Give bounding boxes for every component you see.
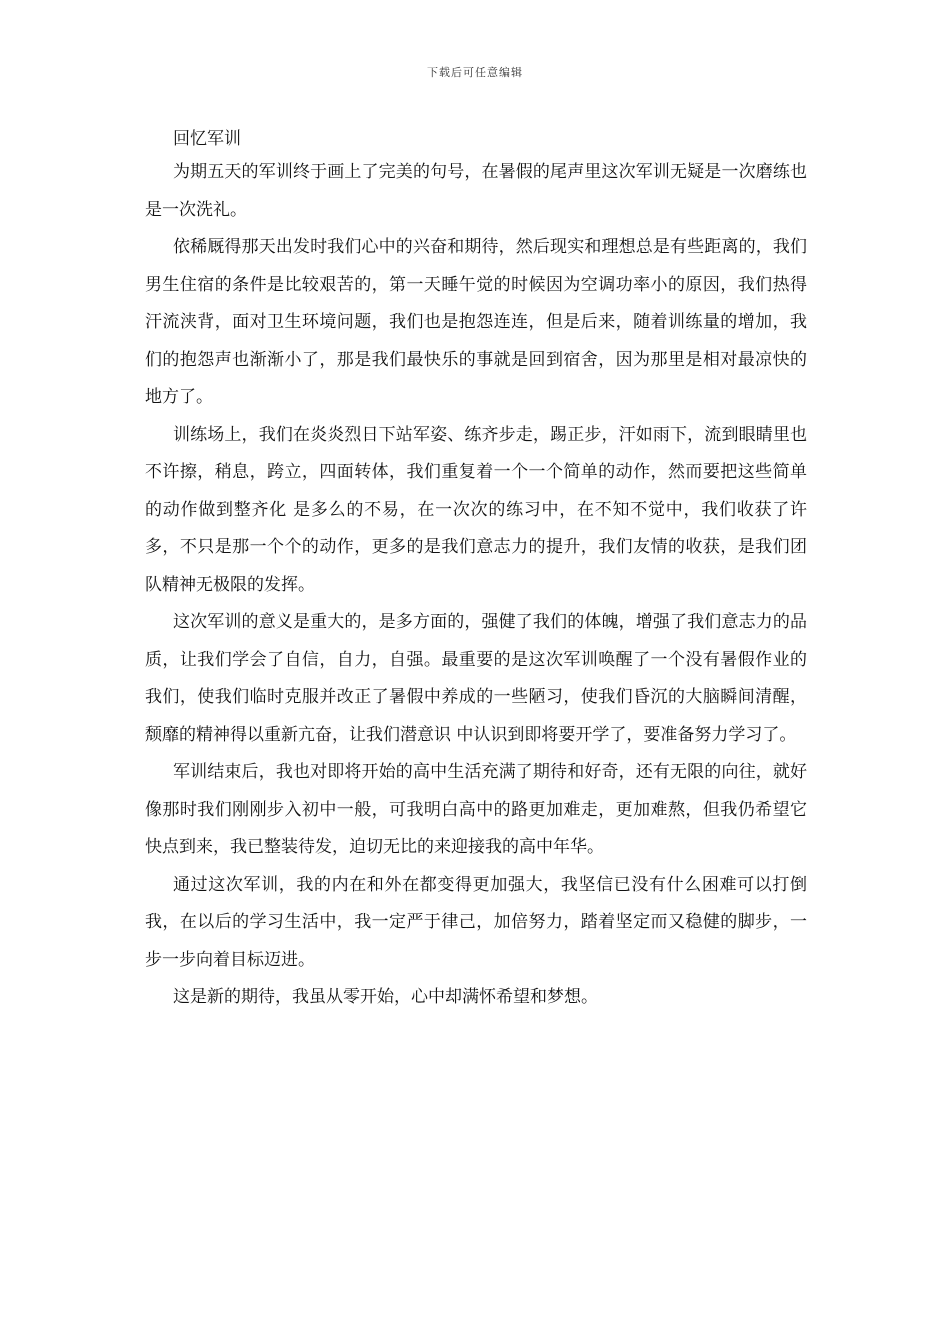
document-body xyxy=(145,124,807,1017)
document-title: 回忆军训 xyxy=(173,129,241,149)
paragraph-3: 训练场上，我们在炎炎烈日下站军姿、练齐步走，踢正步，汗如雨下，流到眼睛里也不许擦，稍息，跨立，四面转体，我们重复着一个一个简单的动作，然而要把这些简单的动作做到整齐化 是多么的不易，在一次次的练习中，在不知不觉中，我们收获了许多，不只是那一个个的动作，更多的是我们意志力的提升，我们友情的收获，是我们团队精神无极限的发挥。 xyxy=(145,424,807,595)
paragraph-2: 依稀厩得那天出发时我们心中的兴奋和期待，然后现实和理想总是有些距离的，我们男生住宿的条件是比较艰苦的，第一天睡午觉的时候因为空调功率小的原因，我们热得汗流浃背，面对卫生环境问题，我们也是抱怨连连，但是后来，随着训练量的增加，我们的抱怨声也渐渐小了，那是我们最快乐的事就是回到宿舍，因为那里是相对最凉快的地方了。 xyxy=(145,237,807,407)
paragraph-1: 为期五天的军训终于画上了完美的句号，在暑假的尾声里这次军训无疑是一次磨练也是一次洗礼。 xyxy=(145,162,807,220)
paragraph-5: 军训结束后，我也对即将开始的高中生活充满了期待和好奇，还有无限的向往，就好像那时我们刚刚步入初中一般，可我明白高中的路更加难走，更加难熬，但我仍希望它快点到来，我已整装待发，迫切无比的来迎接我的高中年华。 xyxy=(145,762,807,857)
paragraph-4: 这次军训的意义是重大的，是多方面的，强健了我们的体魄，增强了我们意志力的品质，让我们学会了自信，自力，自强。最重要的是这次军训唤醒了一个没有暑假作业的我们，使我们临时克服并改正了暑假中养成的一些陋习，使我们昏沉的大脑瞬间清醒，颓靡的精神得以重新亢奋，让我们潜意识 中认识到即将要开学了，要准备努力学习了。 xyxy=(145,612,807,745)
paragraph-7: 这是新的期待，我虽从零开始，心中却满怀希望和梦想。 xyxy=(173,987,598,1007)
paragraph-6: 通过这次军训，我的内在和外在都变得更加强大，我坚信已没有什么困难可以打倒我，在以后的学习生活中，我一定严于律己，加倍努力，踏着坚定而又稳健的脚步，一步一步向着目标迈进。 xyxy=(145,874,807,970)
page-header-note: 下载后可任意编辑 xyxy=(427,66,523,79)
